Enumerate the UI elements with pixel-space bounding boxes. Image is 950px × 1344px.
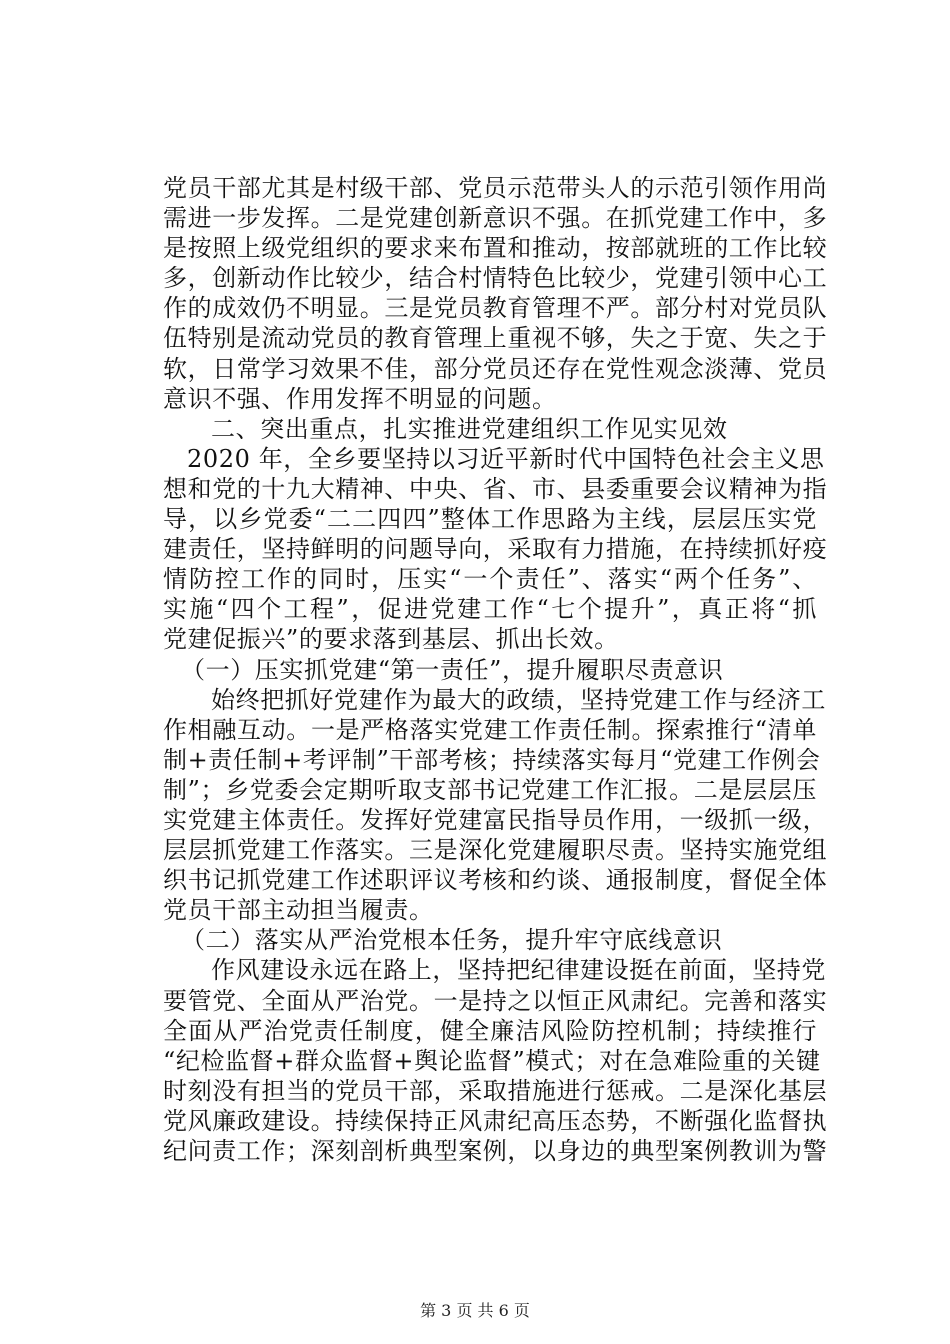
text-line: 2020 年，全乡要坚持以习近平新时代中国特色社会主义思	[187, 444, 825, 473]
text-line: 时刻没有担当的党员干部，采取措施进行惩戒。二是深化基层	[163, 1076, 828, 1105]
text-line: 党建促振兴”的要求落到基层、抓出长效。	[163, 625, 619, 654]
text-line: 党风廉政建设。持续保持正风肃纪高压态势，不断强化监督执	[163, 1106, 828, 1135]
text-line: 需进一步发挥。二是党建创新意识不强。在抓党建工作中，多	[163, 204, 828, 233]
text-line: 伍特别是流动党员的教育管理上重视不够，失之于宽、失之于	[163, 324, 828, 353]
text-line: 多，创新动作比较少，结合村情特色比较少，党建引领中心工	[163, 264, 828, 293]
text-line: 作相融互动。一是严格落实党建工作责任制。探索推行“清单	[163, 715, 817, 744]
text-line: “纪检监督+群众监督+舆论监督”模式；对在急难险重的关键	[163, 1046, 821, 1075]
text-line: 建责任，坚持鲜明的问题导向，采取有力措施，在持续抓好疫	[163, 535, 828, 564]
text-line: 是按照上级党组织的要求来布置和推动，按部就班的工作比较	[163, 234, 828, 263]
text-line: 党员干部尤其是村级干部、党员示范带头人的示范引领作用尚	[163, 174, 828, 202]
document-body	[163, 173, 828, 1166]
text-line: 软，日常学习效果不佳，部分党员还存在党性观念淡薄、党员	[163, 354, 828, 383]
text-line: 意识不强、作用发挥不明显的问题。	[163, 384, 557, 413]
text-line: 党员干部主动担当履责。	[163, 896, 434, 925]
text-line: 始终把抓好党建作为最大的政绩，坚持党建工作与经济工	[211, 685, 826, 714]
section-heading: 二、突出重点，扎实推进党建组织工作见实见效	[211, 414, 728, 443]
text-line: 实党建主体责任。发挥好党建富民指导员作用，一级抓一级，	[163, 805, 828, 834]
text-line: 导，以乡党委“二二四四”整体工作思路为主线，层层压实党	[163, 505, 817, 534]
subsection-heading: （一）压实抓党建“第一责任”，提升履职尽责意识	[181, 655, 724, 684]
text-line: 实施“四个工程”，促进党建工作“七个提升”，真正将“抓	[163, 595, 817, 624]
text-line: 全面从严治党责任制度，健全廉洁风险防控机制；持续推行	[163, 1016, 817, 1045]
text-line: 制”；乡党委会定期听取支部书记党建工作汇报。二是层层压	[163, 775, 817, 804]
text-line: 层层抓党建工作落实。三是深化党建履职尽责。坚持实施党组	[163, 836, 828, 865]
text-line: 作风建设永远在路上，坚持把纪律建设挺在前面，坚持党	[211, 956, 826, 985]
text-line: 纪问责工作；深刻剖析典型案例，以身边的典型案例教训为警	[163, 1137, 828, 1165]
text-line: 情防控工作的同时，压实“一个责任”、落实“两个任务”、	[163, 565, 817, 594]
text-line: 织书记抓党建工作述职评议考核和约谈、通报制度，督促全体	[163, 866, 828, 895]
text-line: 要管党、全面从严治党。一是持之以恒正风肃纪。完善和落实	[163, 986, 828, 1015]
text-line: 想和党的十九大精神、中央、省、市、县委重要会议精神为指	[163, 474, 828, 503]
text-line: 作的成效仍不明显。三是党员教育管理不严。部分村对党员队	[163, 294, 828, 323]
page-footer: 第 3 页 共 6 页	[420, 1301, 530, 1320]
text-line: 制+责任制+考评制”干部考核；持续落实每月“党建工作例会	[163, 745, 821, 774]
subsection-heading: （二）落实从严治党根本任务，提升牢守底线意识	[181, 926, 723, 955]
